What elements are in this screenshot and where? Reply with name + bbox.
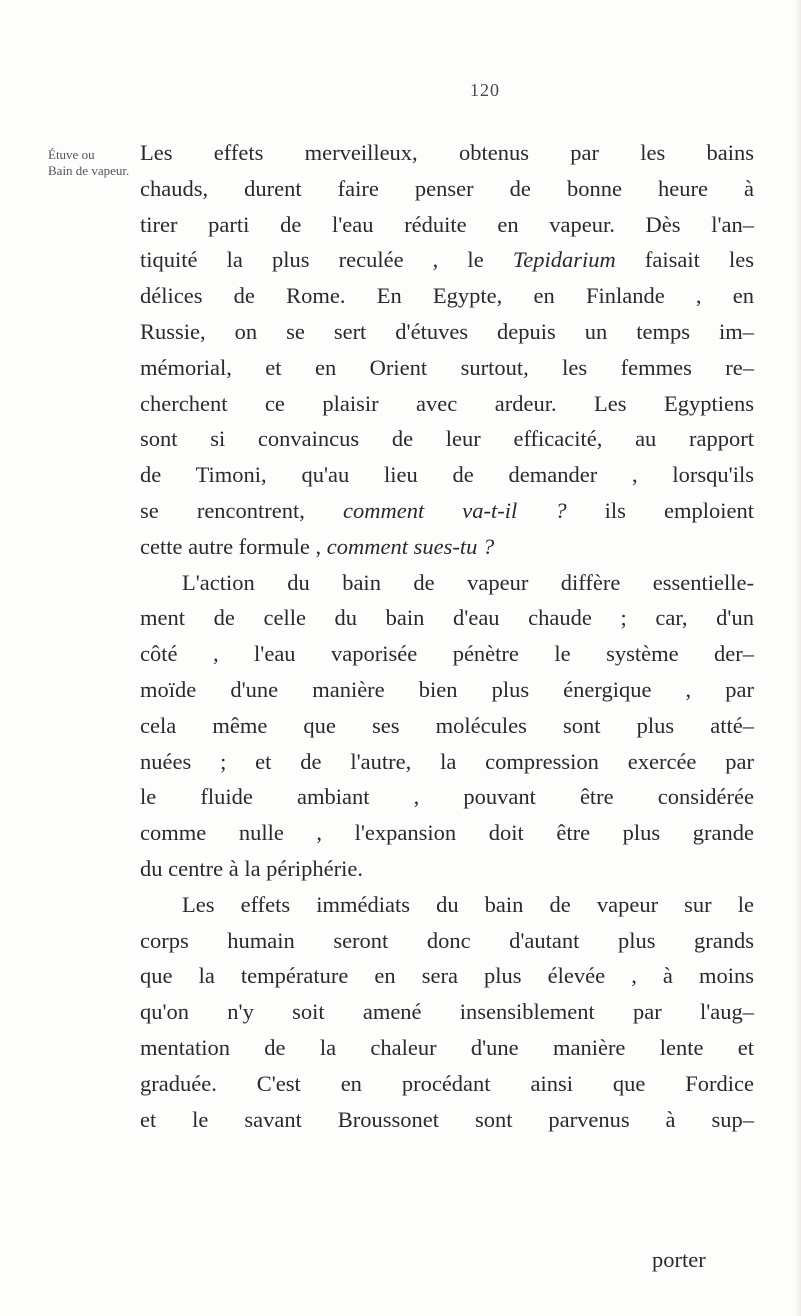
text-line: sont si convaincus de leur efficacité, au rapport (140, 426, 754, 452)
text-line: graduée. C'est en procédant ainsi que Fordice (140, 1070, 754, 1096)
text-line: cela même que ses molécules sont plus atté– (140, 712, 754, 738)
text-line: tirer parti de l'eau réduite en vapeur. Dès l'an– (140, 211, 754, 237)
text-line: du centre à la périphérie. (140, 855, 364, 881)
text-line: ment de celle du bain d'eau chaude ; car, d'un (140, 605, 754, 631)
text-line: chauds, durent faire penser de bonne heure à (140, 175, 754, 201)
margin-note-line: Bain de vapeur. (48, 163, 130, 178)
text-line: comme nulle , l'expansion doit être plus grande (140, 820, 754, 846)
text-line: et le savant Broussonet sont parvenus à sup– (140, 1106, 754, 1132)
catchword: porter (652, 1247, 706, 1272)
text-line: nuées ; et de l'autre, la compression exercée par (140, 748, 754, 774)
text-line: se rencontrent, comment va-t-il ? ils emploient (140, 497, 754, 523)
text-line: délices de Rome. En Egypte, en Finlande , en (140, 283, 754, 309)
text-line: Les effets merveilleux, obtenus par les bains (140, 140, 754, 165)
text-line: cherchent ce plaisir avec ardeur. Les Egyptiens (140, 390, 754, 416)
text-line: que la température en sera plus élevée , à moins (140, 963, 754, 989)
text-line: cette autre formule , comment sues-tu ? (140, 533, 495, 559)
italic-phrase: comment va-t-il ? (342, 497, 567, 523)
body-text (140, 135, 754, 1137)
italic-phrase: Tepidarium (512, 247, 616, 273)
text-line: le fluide ambiant , pouvant être considérée (140, 784, 754, 810)
margin-note-line: Étuve ou (48, 147, 95, 162)
text-line: mémorial, et en Orient surtout, les femmes re– (140, 354, 754, 380)
text-line: corps humain seront donc d'autant plus grands (140, 927, 754, 953)
text-line: côté , l'eau vaporisée pénètre le système der– (140, 641, 754, 667)
text-line: Russie, on se sert d'étuves depuis un temps im– (140, 318, 754, 344)
italic-phrase: comment sues-tu ? (326, 533, 495, 559)
margin-note (48, 147, 128, 179)
page-number: 120 (470, 80, 500, 100)
text-line: de Timoni, qu'au lieu de demander , lorsqu'ils (140, 462, 754, 488)
page-edge-shadow (795, 0, 801, 1316)
text-line: L'action du bain de vapeur diffère essentielle- (182, 569, 754, 595)
text-line: mentation de la chaleur d'une manière lente et (140, 1034, 754, 1060)
text-line: tiquité la plus reculée , le Tepidarium faisait les (140, 247, 754, 273)
text-line: Les effets immédiats du bain de vapeur sur le (182, 891, 754, 917)
text-line: qu'on n'y soit amené insensiblement par l'aug– (140, 999, 754, 1025)
text-line: moïde d'une manière bien plus énergique , par (140, 676, 754, 702)
